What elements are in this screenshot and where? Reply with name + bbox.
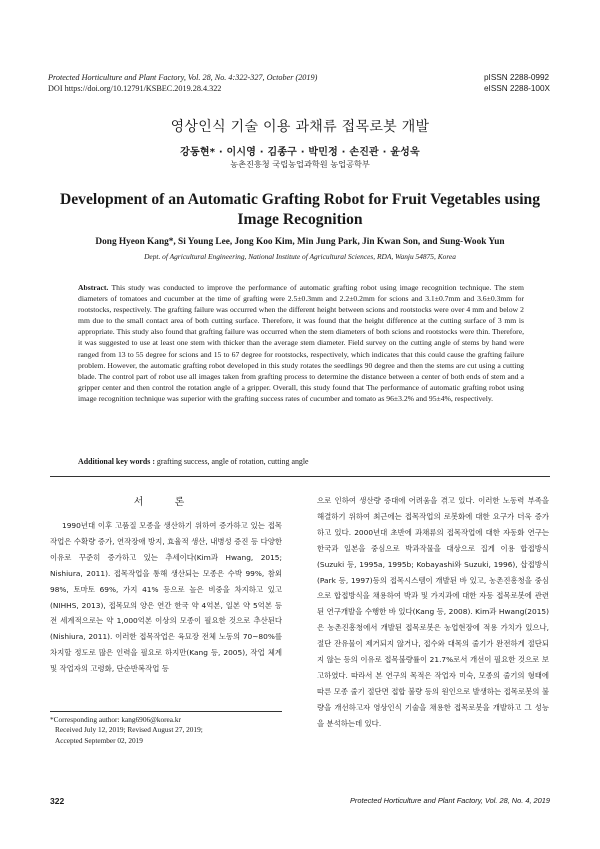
- received-dates: Received July 12, 2019; Revised August 27, 2019;: [55, 725, 203, 735]
- keywords-text: grafting success, angle of rotation, cutting angle: [154, 457, 309, 466]
- abstract-text: This study was conducted to improve the performance of automatic grafting robot using image recognition technique. The stem diameters of tomatoes and cucumber at the time of grafting were 2.5±0.3mm and 2.2±0.2mm for scions and 3.1±0.7mm and 3.6±0.3mm for rootstocks, respectively. The grafting failure was occurred when the different height between scions and rootstocks were over 4 mm and below 2 mm due to the small contact area of both cutting surface. Therefore, it was found that the height difference at the cutting surface of 3 mm is appropriate. This study also found that grafting failure was occurred when the stem diameters of both scions and rootstocks were thin. Therefore, it was suggested to use at least one stem with thicker than the average stem diameter. Field survey on the cutting angle of stems by hand were ranged from 13 to 55 degree for scions and 15 to 67 degree for rootstocks, respectively, which indicates that this could cause the grafting failure problem. However, the automatic grafting robot developed in this study rotates the seedlings 90 degree and then the stems are cut using a cutting blade. The control part of robot use all images taken from grafting process to determine the distance between a center of both ends of stem and a gripper center and then control the rotation angle of a gripper. Overall, this study found that The performance of automatic grafting robot using image recognition technique was superior with the grafting success rates of cucumber and tomato as 96±3.2% and 95±4%, respectively.: [78, 283, 524, 403]
- abstract-label: Abstract.: [78, 283, 109, 292]
- pissn: pISSN 2288-0992: [484, 73, 550, 82]
- accepted-date: Accepted September 02, 2019: [55, 735, 143, 745]
- footnote-divider: [50, 711, 282, 712]
- body-column-left: [50, 518, 282, 677]
- abstract: [78, 282, 524, 404]
- journal-line: Protected Horticulture and Plant Factory, Vol. 28, No. 4:322-327, October (2019): [48, 73, 318, 82]
- footnote: [50, 715, 282, 746]
- english-affiliation: Dept. of Agricultural Engineering, National Institute of Agricultural Sciences, RDA, Wanju 54875, Korea: [144, 252, 456, 261]
- intro-paragraph-1: 1990년대 이후 고품질 모종을 생산하기 위하여 증가하고 있는 접목작업은 수확량 증가, 연작장애 방지, 효율적 생산, 내병성 증진 등 다양한 이유로 꾸준히 증가하고 있는 추세이다(Kim과 Hwang, 2015; Nishiura, 2011). 접목작업을 통해 생산되는 모종은 수박 99%, 참외 98%, 토마토 69%, 가지 41% 등으로 높은 비중을 차지하고 있고(NIHHS, 2013), 접목묘의 양은 연간 한국 약 4억본, 일본 약 5억본 등 전 세계적으로는 약 1,000억본 이상의 모종이 필요한 것으로 추산된다(Nishiura, 2011). 이러한 접목작업은 육묘장 전체 노동의 70~80%를 차지할 정도로 많은 인력을 필요로 하지만(Kang 등, 2005), 작업 체계 및 작업자의 고령화, 단순반복작업 등: [50, 521, 282, 674]
- korean-authors: 강동현* · 이시영 · 김종구 · 박민정 · 손진관 · 윤성욱: [180, 147, 420, 158]
- korean-title: 영상인식 기술 이용 과채류 접목로봇 개발: [170, 119, 430, 135]
- corresponding-author: *Corresponding author: kang6906@korea.kr: [50, 715, 181, 724]
- eissn: eISSN 2288-100X: [484, 84, 550, 93]
- body-column-right: [317, 493, 549, 732]
- issn-block: [484, 72, 550, 94]
- page-number: 322: [50, 796, 65, 806]
- english-authors: Dong Hyeon Kang*, Si Young Lee, Jong Koo Kim, Min Jung Park, Jin Kwan Son, and Sung-Wook Yun: [95, 237, 505, 247]
- journal-citation-header: [48, 72, 317, 94]
- english-title: Development of an Automatic Grafting Robot for Fruit Vegetables using Image Recognition: [59, 191, 541, 228]
- intro-paragraph-1-cont: 으로 인하여 생산량 증대에 어려움을 겪고 있다. 이러한 노동력 부족을 해결하기 위하여 최근에는 접목작업의 로봇화에 대한 요구가 더욱 증가하고 있다. 2000년대 초반에 과채류의 접목작업에 대한 자동화 연구는 한국과 일본을 중심으로 박과작물을 대상으로 집게 이용 합접방식(Suzuki 등, 1995a, 1995b; Kobayashi와 Suzuki, 1996), 삽접방식(Park 등, 1997)등의 접목시스템이 개발된 바 있고, 농촌진흥청을 중심으로 합접방식을 채용하여 박과 및 가지과에 대한 자동 접목로봇에 관련된 연구개발을 수행한 바 있다(Kang 등, 2008). Kim과 Hwang(2015)은 농촌진흥청에서 개발된 접목로봇은 농업현장에 적용 가치가 있으나, 절단 잔유물이 제거되지 않거나, 접수와 대목의 줄기가 완전하게 절단되지 않는 등의 이유로 접목불량률이 21.7%로서 개선이 필요한 것으로 보고하였다. 따라서 본 연구의 목적은 작업자 미숙, 모종의 줄기의 형태에 따른 모종 줄기 절단면 접합 불량 등의 원인으로 발생하는 접목로봇의 불량을 개선하고자 영상인식 기술을 채용한 접목로봇을 개발하고 그 성능을 분석하는데 있다.: [317, 496, 549, 728]
- section-divider: [50, 476, 550, 477]
- keywords-label: Additional key words :: [78, 457, 155, 466]
- footer-journal: Protected Horticulture and Plant Factory, Vol. 28, No. 4, 2019: [349, 796, 550, 805]
- korean-affiliation: 농촌진흥청 국립농업과학원 농업공학부: [230, 159, 370, 169]
- section-heading-introduction: 서 론: [133, 497, 199, 508]
- keywords: [78, 457, 524, 466]
- doi-line[interactable]: DOI https://doi.org/10.12791/KSBEC.2019.28.4.322: [48, 84, 222, 93]
